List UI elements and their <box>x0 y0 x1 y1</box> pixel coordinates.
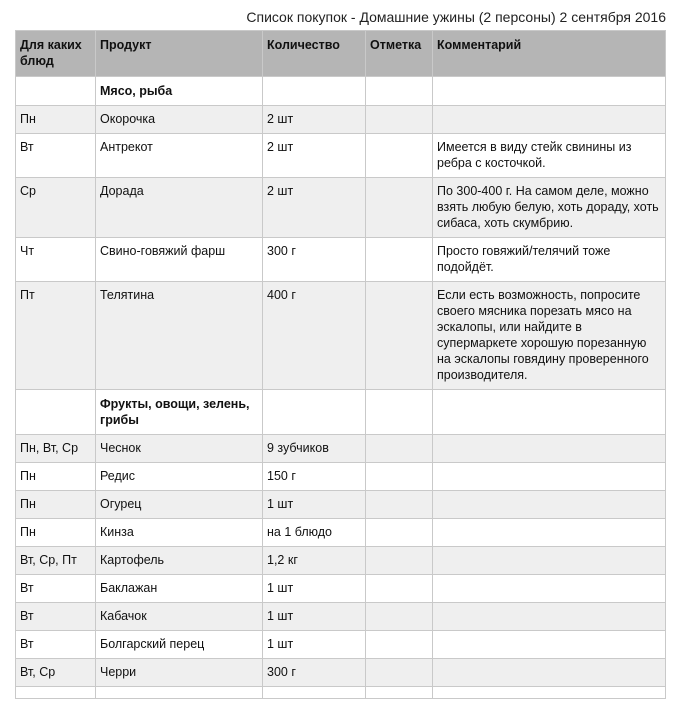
quantity-cell: 9 зубчиков <box>263 435 366 463</box>
days-cell: Пн <box>16 491 96 519</box>
table-row <box>16 519 666 547</box>
shopping-list-table <box>15 30 666 699</box>
table-row <box>16 106 666 134</box>
comment-cell <box>433 77 666 106</box>
section-row <box>16 390 666 435</box>
mark-cell <box>366 435 433 463</box>
mark-cell <box>366 390 433 435</box>
table-row <box>16 463 666 491</box>
quantity-cell: 1,2 кг <box>263 547 366 575</box>
mark-cell <box>366 106 433 134</box>
table-row <box>16 282 666 390</box>
mark-cell <box>366 238 433 282</box>
days-cell <box>16 687 96 699</box>
table-row <box>16 603 666 631</box>
product-cell: Болгарский перец <box>96 631 263 659</box>
product-cell: Кинза <box>96 519 263 547</box>
comment-cell <box>433 575 666 603</box>
column-header-days: Для каких блюд <box>16 31 96 77</box>
product-cell: Кабачок <box>96 603 263 631</box>
table-row <box>16 547 666 575</box>
quantity-cell <box>263 687 366 699</box>
quantity-cell: 400 г <box>263 282 366 390</box>
comment-cell: Имеется в виду стейк свинины из ребра с косточкой. <box>433 134 666 178</box>
table-row <box>16 134 666 178</box>
days-cell: Вт <box>16 575 96 603</box>
comment-cell: Если есть возможность, попросите своего мясника порезать мясо на эскалопы, или найдите в супермаркете хорошую порезанную на эскалопы говядину проверенного производителя. <box>433 282 666 390</box>
quantity-cell: 2 шт <box>263 134 366 178</box>
mark-cell <box>366 134 433 178</box>
product-cell <box>96 687 263 699</box>
comment-cell: По 300-400 г. На самом деле, можно взять любую белую, хоть дораду, хоть сибаса, хоть скумбрию. <box>433 178 666 238</box>
comment-cell <box>433 687 666 699</box>
table-row <box>16 659 666 687</box>
header-row <box>16 31 666 77</box>
comment-cell: Просто говяжий/телячий тоже подойдёт. <box>433 238 666 282</box>
product-cell: Дорада <box>96 178 263 238</box>
mark-cell <box>366 603 433 631</box>
page-title: Список покупок - Домашние ужины (2 персоны) 2 сентября 2016 <box>246 9 666 25</box>
mark-cell <box>366 463 433 491</box>
quantity-cell: 300 г <box>263 238 366 282</box>
days-cell: Пн <box>16 519 96 547</box>
table-row <box>16 575 666 603</box>
table-row <box>16 238 666 282</box>
comment-cell <box>433 547 666 575</box>
mark-cell <box>366 631 433 659</box>
mark-cell <box>366 491 433 519</box>
days-cell: Пн, Вт, Ср <box>16 435 96 463</box>
quantity-cell <box>263 390 366 435</box>
mark-cell <box>366 178 433 238</box>
comment-cell <box>433 519 666 547</box>
product-cell: Картофель <box>96 547 263 575</box>
product-cell: Мясо, рыба <box>96 77 263 106</box>
product-cell: Баклажан <box>96 575 263 603</box>
quantity-cell: на 1 блюдо <box>263 519 366 547</box>
comment-cell <box>433 390 666 435</box>
quantity-cell: 1 шт <box>263 491 366 519</box>
product-cell: Черри <box>96 659 263 687</box>
days-cell: Вт <box>16 631 96 659</box>
quantity-cell: 1 шт <box>263 631 366 659</box>
days-cell: Вт, Ср <box>16 659 96 687</box>
product-cell: Антрекот <box>96 134 263 178</box>
days-cell <box>16 390 96 435</box>
mark-cell <box>366 659 433 687</box>
quantity-cell: 1 шт <box>263 575 366 603</box>
quantity-cell: 2 шт <box>263 178 366 238</box>
days-cell <box>16 77 96 106</box>
column-header-product: Продукт <box>96 31 263 77</box>
comment-cell <box>433 659 666 687</box>
column-header-comment: Комментарий <box>433 31 666 77</box>
days-cell: Вт <box>16 603 96 631</box>
comment-cell <box>433 491 666 519</box>
product-cell: Окорочка <box>96 106 263 134</box>
product-cell: Редис <box>96 463 263 491</box>
quantity-cell: 150 г <box>263 463 366 491</box>
table-row <box>16 491 666 519</box>
comment-cell <box>433 603 666 631</box>
comment-cell <box>433 463 666 491</box>
quantity-cell: 2 шт <box>263 106 366 134</box>
comment-cell <box>433 631 666 659</box>
table-row <box>16 178 666 238</box>
comment-cell <box>433 435 666 463</box>
table-row <box>16 631 666 659</box>
mark-cell <box>366 282 433 390</box>
days-cell: Пн <box>16 463 96 491</box>
column-header-mark: Отметка <box>366 31 433 77</box>
days-cell: Вт, Ср, Пт <box>16 547 96 575</box>
product-cell: Свино-говяжий фарш <box>96 238 263 282</box>
days-cell: Ср <box>16 178 96 238</box>
column-header-quantity: Количество <box>263 31 366 77</box>
mark-cell <box>366 77 433 106</box>
mark-cell <box>366 687 433 699</box>
mark-cell <box>366 547 433 575</box>
days-cell: Чт <box>16 238 96 282</box>
days-cell: Вт <box>16 134 96 178</box>
product-cell: Фрукты, овощи, зелень, грибы <box>96 390 263 435</box>
product-cell: Чеснок <box>96 435 263 463</box>
quantity-cell: 1 шт <box>263 603 366 631</box>
quantity-cell: 300 г <box>263 659 366 687</box>
days-cell: Пт <box>16 282 96 390</box>
days-cell: Пн <box>16 106 96 134</box>
section-row <box>16 77 666 106</box>
mark-cell <box>366 519 433 547</box>
quantity-cell <box>263 77 366 106</box>
product-cell: Огурец <box>96 491 263 519</box>
table-row <box>16 687 666 699</box>
mark-cell <box>366 575 433 603</box>
comment-cell <box>433 106 666 134</box>
table-row <box>16 435 666 463</box>
product-cell: Телятина <box>96 282 263 390</box>
